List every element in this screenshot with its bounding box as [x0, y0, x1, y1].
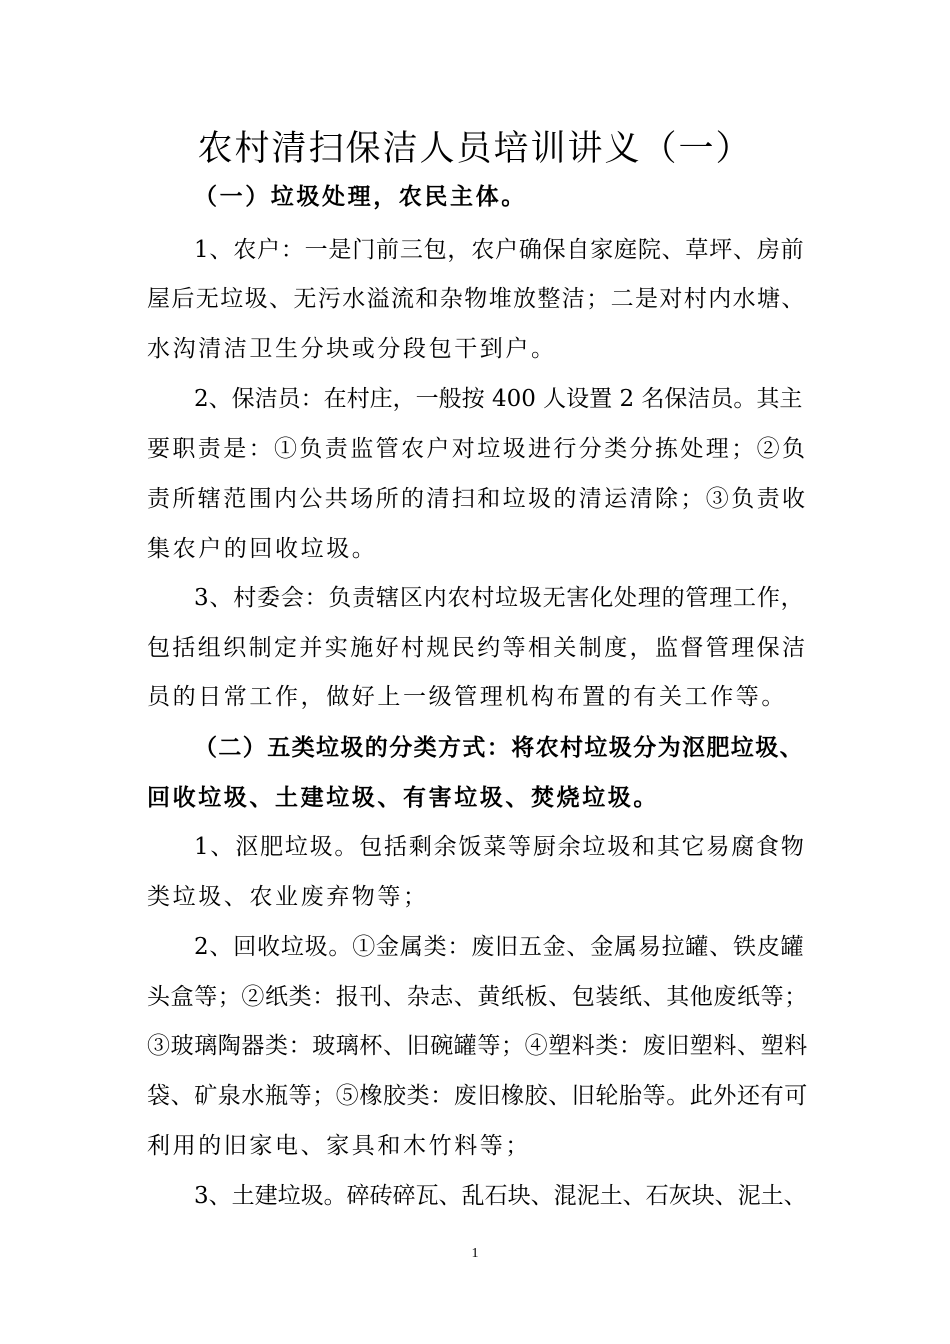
- paragraph-line: 3、土建垃圾。碎砖碎瓦、乱石块、混泥土、石灰块、泥土、: [194, 1183, 807, 1209]
- paragraph-line: 类垃圾、农业废弃物等；: [147, 884, 429, 910]
- paragraph-line: 屋后无垃圾、无污水溢流和杂物堆放整洁；二是对村内水塘、: [147, 286, 806, 312]
- paragraph-line: 1、沤肥垃圾。包括剩余饭菜等厨余垃圾和其它易腐食物: [194, 834, 806, 860]
- section-heading-1: （一）垃圾处理，农民主体。: [194, 183, 527, 210]
- paragraph-line: 责所辖范围内公共场所的清扫和垃圾的清运清除；③负责收: [147, 486, 808, 512]
- paragraph-line: 3、村委会：负责辖区内农村垃圾无害化处理的管理工作，: [194, 585, 805, 611]
- section-heading-2: （二）五类垃圾的分类方式：将农村垃圾分为沤肥垃圾、: [194, 734, 804, 761]
- paragraph-line: 水沟清洁卫生分块或分段包干到户。: [147, 336, 557, 362]
- paragraph-line: 包括组织制定并实施好村规民约等相关制度，监督管理保洁: [147, 635, 808, 661]
- paragraph-line: ③玻璃陶器类：玻璃杯、旧碗罐等；④塑料类：废旧塑料、塑料: [147, 1033, 808, 1059]
- paragraph-line: 员的日常工作，做好上一级管理机构布置的有关工作等。: [147, 684, 787, 710]
- document-title: 农村清扫保洁人员培训讲义（一）: [197, 129, 753, 169]
- paragraph-line: 1、农户：一是门前三包，农户确保自家庭院、草坪、房前: [194, 237, 805, 263]
- paragraph-line: 2、回收垃圾。①金属类：废旧五金、金属易拉罐、铁皮罐: [194, 934, 805, 960]
- paragraph-line: 袋、矿泉水瓶等；⑤橡胶类：废旧橡胶、旧轮胎等。此外还有可: [147, 1083, 808, 1109]
- paragraph-line: 要职责是：①负责监管农户对垃圾进行分类分拣处理；②负: [147, 436, 808, 462]
- paragraph-line: 集农户的回收垃圾。: [147, 536, 378, 562]
- paragraph-line: 头盒等；②纸类：报刊、杂志、黄纸板、包装纸、其他废纸等；: [147, 984, 808, 1010]
- page-number: 1: [471, 1246, 479, 1261]
- paragraph-line: 2、保洁员：在村庄，一般按 400 人设置 2 名保洁员。其主: [194, 386, 803, 412]
- section-heading-2-cont: 回收垃圾、土建垃圾、有害垃圾、焚烧垃圾。: [147, 784, 659, 811]
- paragraph-line: 利用的旧家电、家具和木竹料等；: [147, 1133, 531, 1159]
